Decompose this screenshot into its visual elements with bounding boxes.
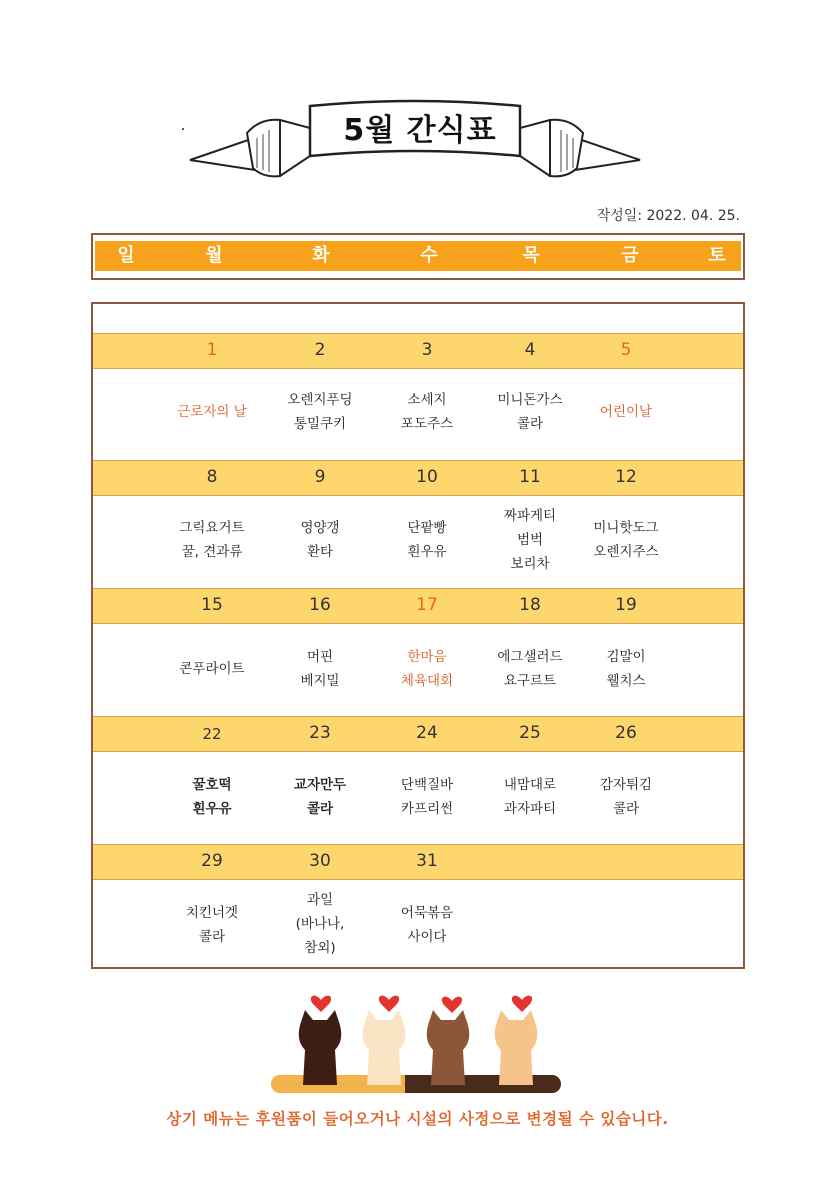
menu-item: 콜라: [306, 801, 334, 817]
day-number: 9: [314, 467, 326, 487]
menu-item: 흰우유: [407, 544, 447, 560]
day-number: 12: [615, 467, 637, 487]
menu-item: 사이다: [407, 929, 447, 945]
week-3-dates: [93, 588, 743, 624]
menu-item: 콜라: [198, 929, 226, 945]
menu-item: 오렌지주스: [593, 544, 659, 560]
menu-item: 미니돈가스: [497, 392, 563, 408]
weekday-sun: 일: [117, 245, 135, 266]
cat-icon: [299, 1010, 342, 1085]
heart-icon: [311, 996, 331, 1012]
day-number: 2: [314, 340, 326, 360]
day-number: 24: [416, 723, 438, 743]
menu-item: 꿀, 견과류: [181, 544, 243, 560]
menu-item: 치킨너겟: [185, 905, 239, 921]
week-2-dates: [93, 460, 743, 496]
menu-item: 과자파티: [503, 801, 557, 817]
page-title: 5월 간식표: [343, 113, 497, 148]
menu-item: 머핀: [306, 649, 334, 665]
menu-item: 카프리썬: [400, 801, 454, 817]
cats-illustration: [265, 980, 565, 1100]
menu-item: 짜파게티: [503, 508, 557, 524]
weekday-sat: 토: [708, 245, 726, 266]
weekday-mon: 월: [205, 245, 223, 266]
menu-item: 요구르트: [503, 673, 557, 689]
menu-item: 감자튀김: [599, 777, 653, 793]
dot-mark: [182, 128, 184, 130]
day-number: 29: [201, 851, 223, 871]
weekday-thu: 목: [522, 245, 540, 266]
day-number: 15: [201, 595, 223, 615]
day-number: 11: [519, 467, 541, 487]
menu-item: 한마음: [407, 649, 447, 665]
weekday-tue: 화: [312, 245, 330, 266]
day-number: 31: [416, 851, 438, 871]
menu-item: 영양갱: [300, 520, 340, 536]
footer-note: 상기 메뉴는 후원품이 들어오거나 시설의 사정으로 변경될 수 있습니다.: [166, 1110, 669, 1128]
day-number: 10: [416, 467, 438, 487]
menu-item: 콜라: [516, 416, 544, 432]
day-number: 26: [615, 723, 637, 743]
menu-item: 미니핫도그: [593, 520, 659, 536]
day-number: 3: [421, 340, 433, 360]
week-5-dates: [93, 844, 743, 880]
day-number: 16: [309, 595, 331, 615]
menu-item: 콜라: [612, 801, 640, 817]
menu-item: 교자만두: [293, 777, 347, 793]
created-date: 작성일: 2022. 04. 25.: [596, 208, 740, 224]
menu-cell: [561, 516, 691, 564]
day-number: 5: [620, 340, 632, 360]
day-number: 22: [202, 725, 222, 743]
heart-icon: [379, 996, 399, 1012]
cat-icon: [427, 1010, 470, 1085]
day-number: 25: [519, 723, 541, 743]
weekday-bar: [95, 241, 741, 271]
day-number: 30: [309, 851, 331, 871]
menu-item: 에그샐러드: [497, 649, 563, 665]
menu-item: 어린이날: [599, 404, 653, 420]
day-number: 18: [519, 595, 541, 615]
day-number: 19: [615, 595, 637, 615]
menu-item: 통밀쿠키: [293, 416, 347, 432]
heart-icon: [512, 996, 532, 1012]
day-number: 4: [524, 340, 536, 360]
snack-calendar: [91, 302, 745, 969]
menu-item: 단백질바: [400, 777, 454, 793]
week-1-dates: [93, 333, 743, 369]
menu-item: 범벅: [516, 532, 544, 548]
menu-item: 어묵볶음: [400, 905, 454, 921]
day-number: 23: [309, 723, 331, 743]
heart-icon: [442, 997, 462, 1013]
menu-item: 단팥빵: [407, 520, 447, 536]
menu-item: 흰우유: [192, 801, 232, 817]
menu-item: 포도주스: [400, 416, 454, 432]
menu-cell: [561, 645, 691, 693]
menu-item: 체육대회: [400, 673, 454, 689]
menu-item: 김말이: [606, 649, 646, 665]
menu-cell: [561, 773, 691, 821]
menu-item: 웰치스: [606, 673, 646, 689]
menu-item: 꿀호떡: [192, 777, 232, 793]
menu-item: 근로자의 날: [177, 404, 247, 420]
menu-item: (바나나,: [295, 916, 345, 932]
menu-cell: [362, 901, 492, 949]
menu-cell: [561, 400, 691, 424]
cat-icon: [363, 1010, 406, 1085]
menu-item: 오렌지푸딩: [287, 392, 353, 408]
week-4-dates: [93, 716, 743, 752]
weekday-header: [91, 233, 745, 280]
cat-icon: [495, 1010, 538, 1085]
weekday-wed: 수: [420, 245, 438, 266]
menu-item: 소세지: [407, 392, 447, 408]
menu-item: 보리차: [510, 556, 550, 572]
menu-item: 참외): [304, 940, 336, 956]
day-number: 1: [206, 340, 218, 360]
menu-item: 과일: [306, 892, 334, 908]
menu-item: 그릭요거트: [179, 520, 245, 536]
day-number: 17: [416, 595, 438, 615]
weekday-fri: 금: [621, 245, 639, 266]
menu-item: 콘푸라이트: [179, 661, 245, 677]
menu-item: 환타: [306, 544, 334, 560]
menu-item: 내맘대로: [503, 777, 557, 793]
day-number: 8: [206, 467, 218, 487]
menu-item: 베지밀: [300, 673, 340, 689]
